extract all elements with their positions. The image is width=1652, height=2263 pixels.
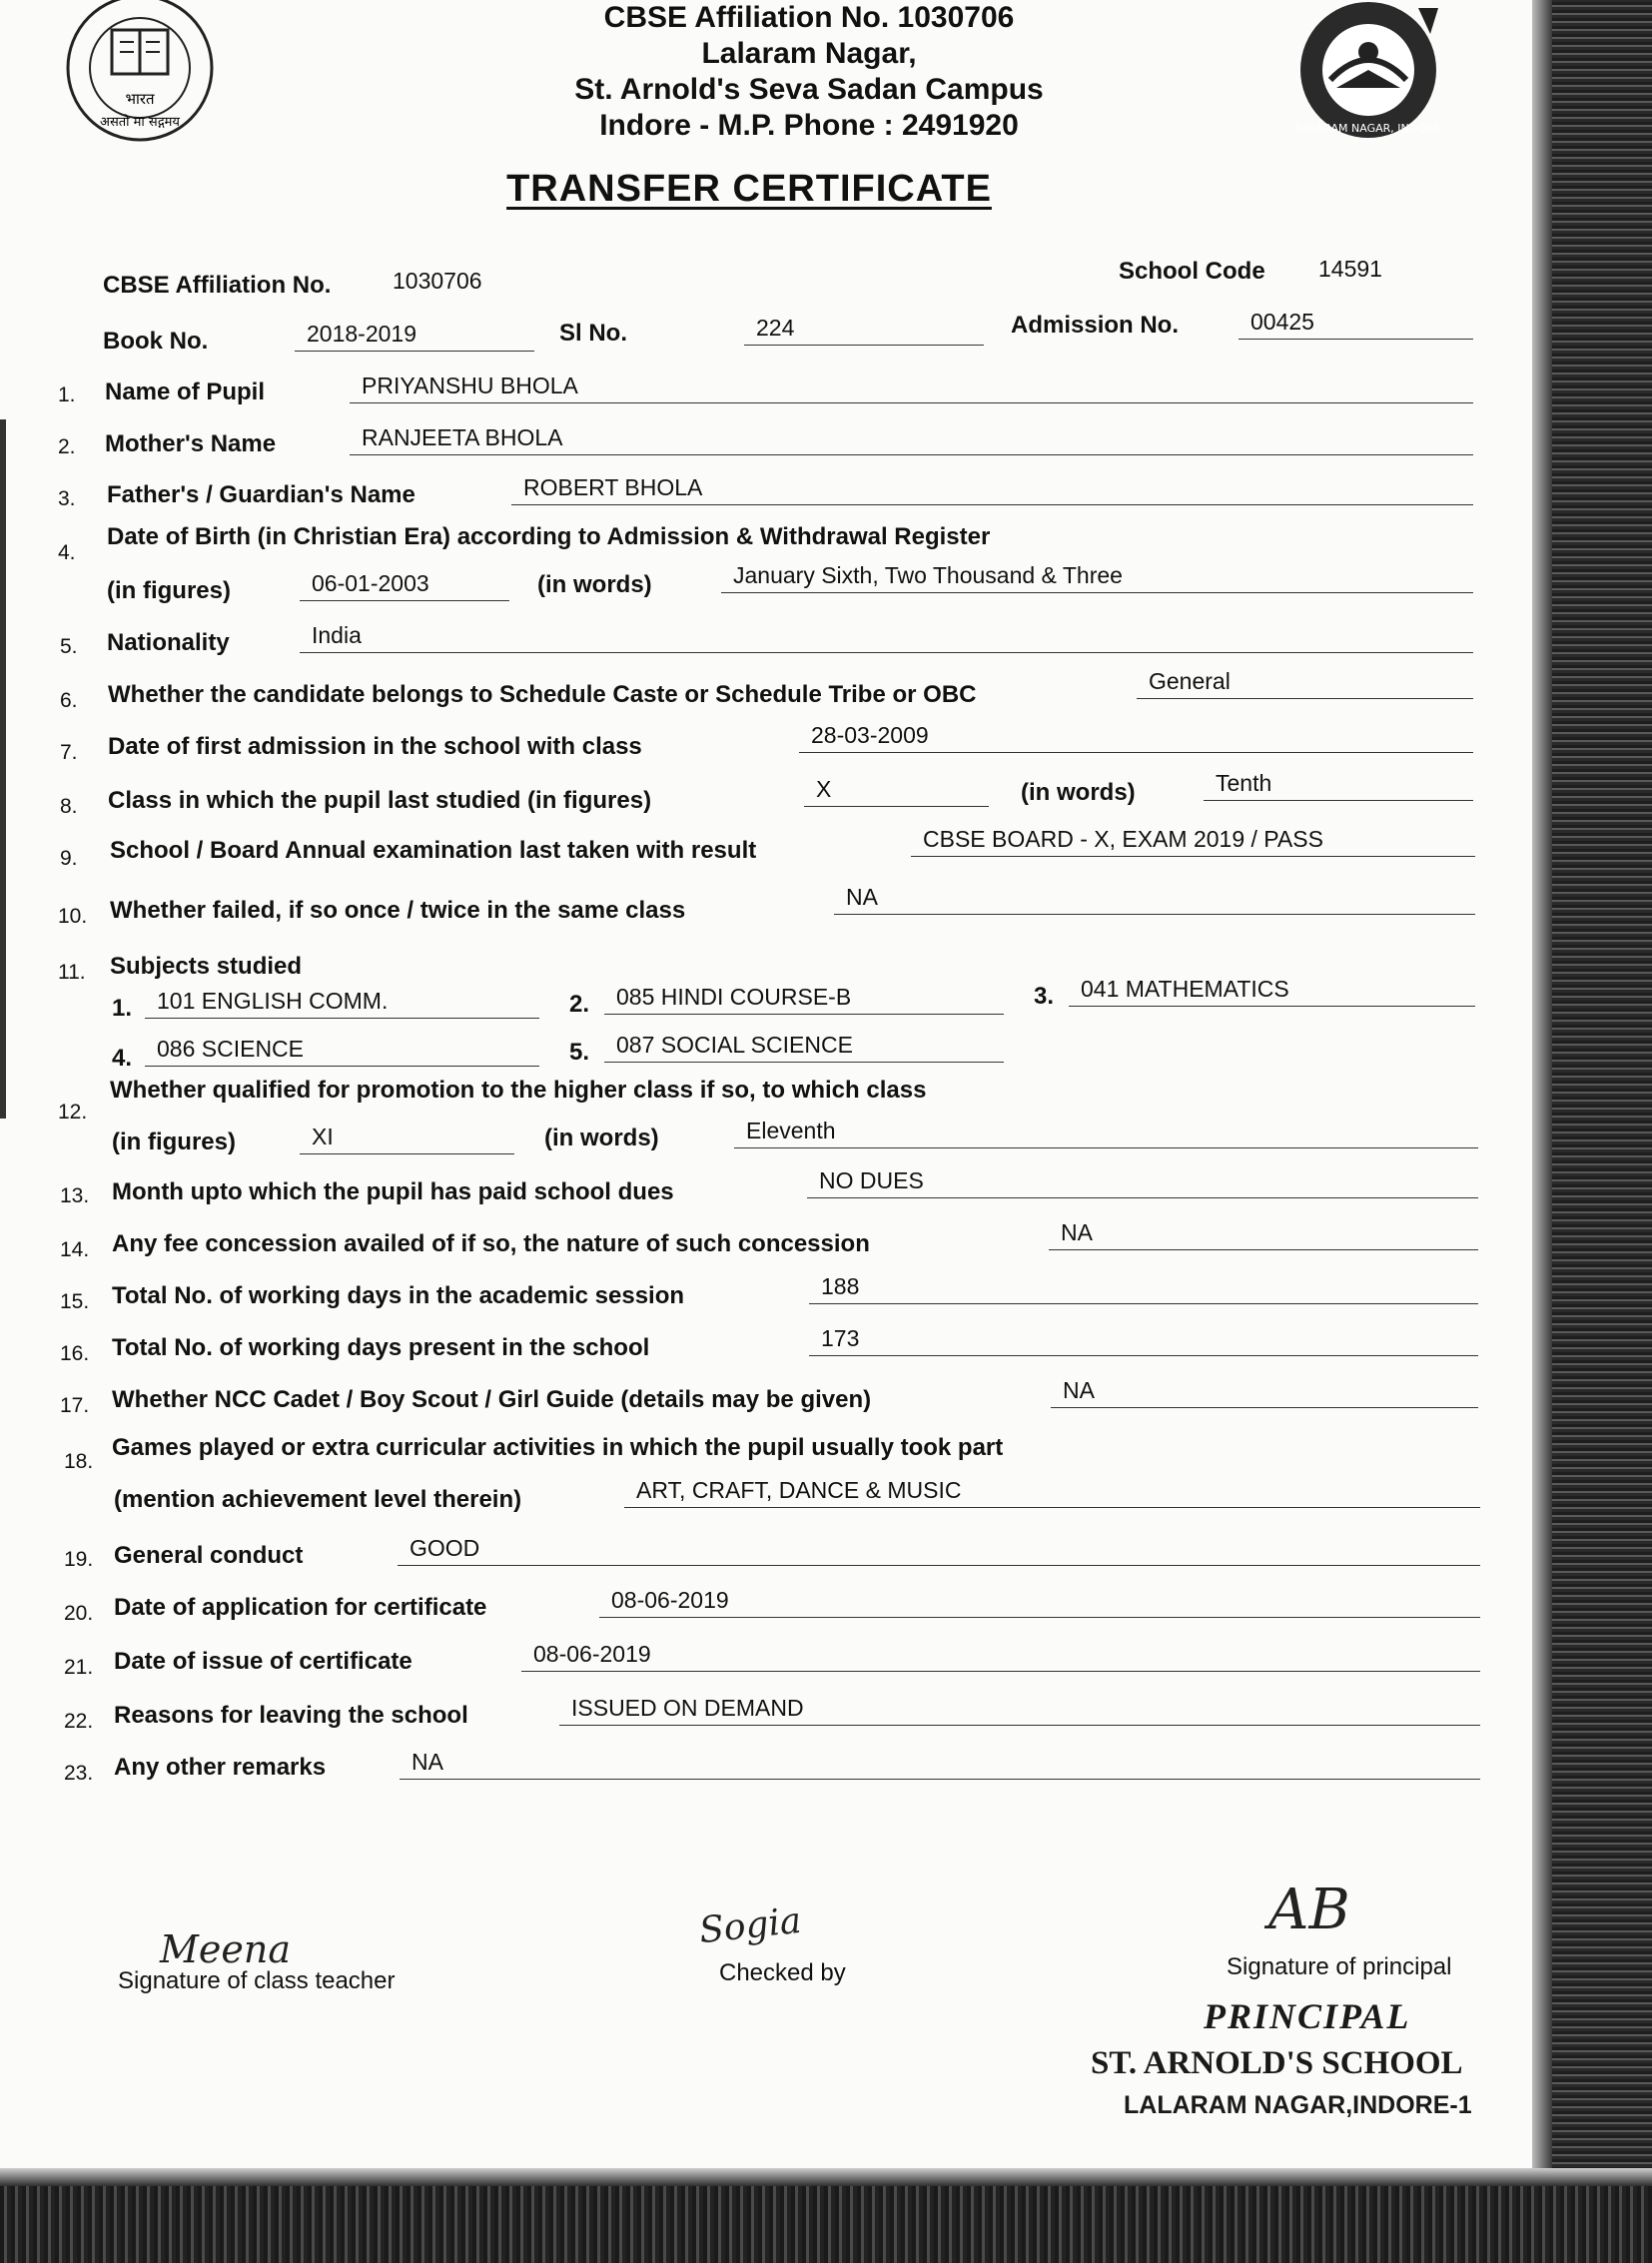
scan-edge-bottom	[0, 2168, 1652, 2263]
logo-text: LALARAM NAGAR, INDORE	[1295, 122, 1441, 135]
sl-label: Sl No.	[559, 320, 628, 347]
book-value: 2018-2019	[295, 320, 534, 352]
days-present-label: Total No. of working days present in the school	[112, 1334, 650, 1361]
working-days-value: 188	[809, 1272, 1478, 1304]
promotion-label: Whether qualified for promotion to the higher class if so, to which class	[110, 1077, 927, 1104]
item-number: 8.	[60, 795, 78, 818]
failed-label: Whether failed, if so once / twice in the same class	[110, 897, 686, 924]
pupil-name-value: PRIYANSHU BHOLA	[350, 372, 1473, 403]
concession-value: NA	[1049, 1218, 1478, 1250]
item-number: 7.	[60, 741, 78, 764]
caste-label: Whether the candidate belongs to Schedule Caste or Schedule Tribe or OBC	[108, 681, 977, 708]
exam-label: School / Board Annual examination last taken with result	[110, 837, 757, 864]
remarks-value: NA	[400, 1748, 1480, 1780]
item-number: 12.	[58, 1101, 88, 1124]
certificate-title: TRANSFER CERTIFICATE	[506, 168, 992, 210]
dob-figures-value: 06-01-2003	[300, 569, 509, 601]
header-line2: Lalaram Nagar,	[701, 37, 917, 70]
item-number: 22.	[64, 1710, 94, 1733]
promotion-words-label: (in words)	[544, 1125, 659, 1151]
last-class-words-value: Tenth	[1204, 769, 1473, 801]
item-number: 3.	[58, 487, 76, 510]
header-line1: CBSE Affiliation No. 1030706	[603, 1, 1015, 34]
scan-edge-right	[1532, 0, 1652, 2263]
subject-number: 1.	[112, 995, 133, 1022]
subject-number: 3.	[1034, 983, 1055, 1010]
mother-name-label: Mother's Name	[105, 430, 277, 457]
cbse-emblem-icon	[40, 0, 245, 155]
subject-number: 2.	[569, 991, 590, 1018]
last-class-words-label: (in words)	[1021, 779, 1136, 806]
item-number: 10.	[58, 905, 88, 928]
item-number: 1.	[58, 383, 76, 406]
issue-date-value: 08-06-2019	[521, 1640, 1480, 1672]
leaving-reason-label: Reasons for leaving the school	[114, 1702, 468, 1729]
principal-signature: AB	[1268, 1878, 1350, 1942]
application-date-value: 08-06-2019	[599, 1586, 1480, 1618]
promotion-words-value: Eleventh	[734, 1117, 1478, 1148]
last-class-label: Class in which the pupil last studied (in figures)	[108, 787, 652, 814]
school-header	[380, 0, 1239, 144]
item-number: 6.	[60, 689, 78, 712]
activities-label: Games played or extra curricular activities in which the pupil usually took part	[112, 1434, 1004, 1461]
header-line3: St. Arnold's Seva Sadan Campus	[574, 73, 1044, 106]
caste-value: General	[1137, 667, 1473, 699]
promotion-figures-value: XI	[300, 1123, 514, 1154]
concession-label: Any fee concession availed of if so, the nature of such concession	[112, 1230, 870, 1257]
school-code-value: 14591	[1318, 256, 1382, 282]
leaving-reason-value: ISSUED ON DEMAND	[559, 1694, 1480, 1726]
nationality-value: India	[300, 621, 1473, 653]
dues-label: Month upto which the pupil has paid school dues	[112, 1178, 674, 1205]
admission-label: Admission No.	[1011, 312, 1180, 339]
ncc-value: NA	[1051, 1376, 1478, 1408]
class-teacher-signature: Meena	[160, 1927, 292, 1971]
affiliation-label: CBSE Affiliation No.	[103, 272, 332, 299]
admission-value: 00425	[1239, 308, 1473, 340]
checked-by-label: Checked by	[719, 1959, 846, 1986]
emblem-text-bottom: भारत	[125, 90, 155, 108]
dob-words-label: (in words)	[537, 571, 652, 598]
activities-value: ART, CRAFT, DANCE & MUSIC	[624, 1476, 1480, 1508]
subject-number: 5.	[569, 1039, 590, 1066]
subject-item: 101 ENGLISH COMM.	[145, 987, 539, 1019]
ncc-label: Whether NCC Cadet / Boy Scout / Girl Guide (details may be given)	[112, 1386, 872, 1413]
dob-words-value: January Sixth, Two Thousand & Three	[721, 561, 1473, 593]
item-number: 5.	[60, 635, 78, 658]
subjects-label: Subjects studied	[110, 953, 303, 980]
promotion-figures-label: (in figures)	[112, 1129, 236, 1155]
dob-label: Date of Birth (in Christian Era) according to Admission & Withdrawal Register	[107, 523, 991, 550]
item-number: 16.	[60, 1342, 90, 1365]
item-number: 9.	[60, 847, 78, 870]
item-number: 11.	[58, 961, 86, 984]
subject-item: 087 SOCIAL SCIENCE	[604, 1031, 1004, 1063]
school-code-label: School Code	[1119, 258, 1265, 285]
father-name-value: ROBERT BHOLA	[511, 473, 1473, 505]
principal-stamp-line1: PRINCIPAL	[1204, 1996, 1411, 2036]
subject-item: 086 SCIENCE	[145, 1035, 539, 1067]
father-name-label: Father's / Guardian's Name	[107, 481, 415, 508]
subject-item: 041 MATHEMATICS	[1069, 975, 1475, 1007]
item-number: 19.	[64, 1548, 94, 1571]
principal-label: Signature of principal	[1227, 1953, 1452, 1980]
exam-value: CBSE BOARD - X, EXAM 2019 / PASS	[911, 825, 1475, 857]
checked-by-signature: Sogia	[697, 1899, 804, 1952]
scan-edge-left	[0, 419, 6, 1119]
item-number: 17.	[60, 1394, 90, 1417]
failed-value: NA	[834, 883, 1475, 915]
principal-stamp-line2: ST. ARNOLD'S SCHOOL	[1091, 2045, 1463, 2081]
principal-stamp-line3: LALARAM NAGAR,INDORE-1	[1124, 2091, 1472, 2119]
first-admission-value: 28-03-2009	[799, 721, 1473, 753]
conduct-label: General conduct	[114, 1542, 304, 1569]
item-number: 20.	[64, 1602, 94, 1625]
activities-sublabel: (mention achievement level therein)	[114, 1486, 522, 1513]
affiliation-value: 1030706	[393, 268, 482, 294]
application-date-label: Date of application for certificate	[114, 1594, 487, 1621]
dues-value: NO DUES	[807, 1166, 1478, 1198]
subject-number: 4.	[112, 1045, 133, 1072]
item-number: 4.	[58, 541, 76, 564]
issue-date-label: Date of issue of certificate	[114, 1648, 413, 1675]
days-present-value: 173	[809, 1324, 1478, 1356]
dob-figures-label: (in figures)	[107, 577, 231, 604]
pupil-name-label: Name of Pupil	[105, 378, 266, 405]
item-number: 13.	[60, 1184, 90, 1207]
nationality-label: Nationality	[107, 629, 230, 656]
last-class-value: X	[804, 775, 989, 807]
working-days-label: Total No. of working days in the academic session	[112, 1282, 685, 1309]
book-label: Book No.	[103, 328, 209, 355]
remarks-label: Any other remarks	[114, 1754, 327, 1781]
item-number: 14.	[60, 1238, 90, 1261]
mother-name-value: RANJEETA BHOLA	[350, 423, 1473, 455]
item-number: 21.	[64, 1656, 94, 1679]
item-number: 18.	[64, 1450, 94, 1473]
header-line4: Indore - M.P. Phone : 2491920	[599, 109, 1019, 142]
item-number: 23.	[64, 1762, 94, 1785]
first-admission-label: Date of first admission in the school with class	[108, 733, 642, 760]
emblem-motto: असतो मा सद्गमय	[100, 115, 180, 130]
conduct-value: GOOD	[398, 1534, 1480, 1566]
item-number: 15.	[60, 1290, 90, 1313]
sl-value: 224	[744, 314, 984, 346]
school-logo-icon	[1268, 0, 1468, 155]
item-number: 2.	[58, 435, 76, 458]
subject-item: 085 HINDI COURSE-B	[604, 983, 1004, 1015]
class-teacher-label: Signature of class teacher	[118, 1967, 396, 1994]
